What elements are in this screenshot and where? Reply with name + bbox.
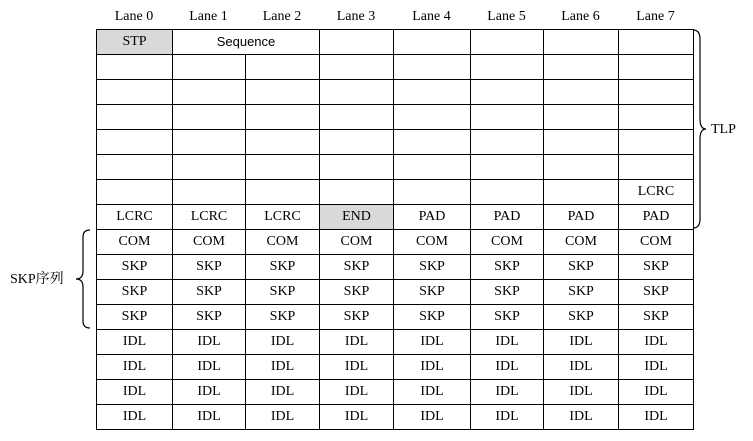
idl-cell: IDL bbox=[245, 354, 320, 380]
idl-cell: IDL bbox=[319, 329, 394, 355]
lane-header-5: Lane 5 bbox=[487, 9, 526, 24]
empty-cell bbox=[470, 129, 544, 155]
skp-cell: SKP bbox=[245, 304, 320, 330]
skp-cell: SKP bbox=[470, 254, 544, 280]
skp-cell: SKP bbox=[618, 304, 694, 330]
skp-cell: SKP bbox=[470, 304, 544, 330]
idl-cell: IDL bbox=[319, 354, 394, 380]
idl-cell: IDL bbox=[618, 329, 694, 355]
lane-header-7: Lane 7 bbox=[636, 9, 675, 24]
lane-header-6: Lane 6 bbox=[561, 9, 600, 24]
empty-cell bbox=[393, 154, 471, 180]
skp-cell: SKP bbox=[543, 254, 619, 280]
idl-cell: IDL bbox=[245, 379, 320, 405]
tlp-end-cell: END bbox=[319, 204, 394, 230]
lane-header-3: Lane 3 bbox=[336, 9, 376, 24]
empty-cell bbox=[393, 179, 471, 205]
idl-cell: IDL bbox=[245, 329, 320, 355]
idl-cell: IDL bbox=[96, 404, 173, 430]
idl-cell: IDL bbox=[172, 329, 246, 355]
idl-cell: IDL bbox=[319, 404, 394, 430]
empty-cell bbox=[618, 54, 694, 80]
skp-cell: SKP bbox=[319, 254, 394, 280]
skp-cell: SKP bbox=[393, 254, 471, 280]
skp-cell: SKP bbox=[96, 254, 173, 280]
idl-cell: IDL bbox=[543, 354, 619, 380]
empty-cell bbox=[618, 104, 694, 130]
empty-cell bbox=[543, 104, 619, 130]
com-cell: COM bbox=[319, 229, 394, 255]
empty-cell bbox=[245, 179, 320, 205]
empty-cell bbox=[543, 179, 619, 205]
idl-cell: IDL bbox=[96, 379, 173, 405]
empty-cell bbox=[470, 179, 544, 205]
idl-cell: IDL bbox=[172, 404, 246, 430]
tlp-end-cell: PAD bbox=[393, 204, 471, 230]
skp-cell: SKP bbox=[543, 304, 619, 330]
skp-cell: SKP bbox=[96, 279, 173, 305]
empty-cell bbox=[319, 29, 394, 55]
empty-cell bbox=[172, 129, 246, 155]
empty-cell bbox=[172, 179, 246, 205]
empty-cell bbox=[618, 129, 694, 155]
empty-cell bbox=[96, 79, 173, 105]
empty-cell bbox=[96, 104, 173, 130]
empty-cell bbox=[96, 129, 173, 155]
idl-cell: IDL bbox=[393, 329, 471, 355]
idl-cell: IDL bbox=[393, 354, 471, 380]
empty-cell bbox=[172, 54, 246, 80]
idl-cell: IDL bbox=[543, 329, 619, 355]
empty-cell bbox=[172, 154, 246, 180]
empty-cell bbox=[543, 29, 619, 55]
empty-cell bbox=[393, 79, 471, 105]
empty-cell bbox=[319, 79, 394, 105]
skp-cell: SKP bbox=[245, 254, 320, 280]
empty-cell bbox=[393, 54, 471, 80]
empty-cell bbox=[245, 79, 320, 105]
skp-cell: SKP bbox=[470, 279, 544, 305]
empty-cell bbox=[172, 104, 246, 130]
tlp-end-cell: PAD bbox=[470, 204, 544, 230]
tlp-end-cell: LCRC bbox=[172, 204, 246, 230]
idl-cell: IDL bbox=[96, 354, 173, 380]
empty-cell bbox=[319, 179, 394, 205]
com-cell: COM bbox=[172, 229, 246, 255]
empty-cell bbox=[245, 154, 320, 180]
lane-header-1: Lane 1 bbox=[189, 9, 228, 24]
empty-cell bbox=[393, 104, 471, 130]
empty-cell bbox=[543, 129, 619, 155]
skp-cell: SKP bbox=[618, 279, 694, 305]
skp-cell: SKP bbox=[245, 279, 320, 305]
empty-cell bbox=[393, 129, 471, 155]
idl-cell: IDL bbox=[245, 404, 320, 430]
tlp-label: TLP bbox=[711, 122, 736, 137]
idl-cell: IDL bbox=[393, 404, 471, 430]
lane-header-4: Lane 4 bbox=[412, 9, 451, 24]
empty-cell bbox=[319, 129, 394, 155]
skp-label: SKP序列 bbox=[10, 272, 64, 287]
com-cell: COM bbox=[543, 229, 619, 255]
tlp-end-cell: PAD bbox=[543, 204, 619, 230]
skp-cell: SKP bbox=[172, 304, 246, 330]
idl-cell: IDL bbox=[470, 329, 544, 355]
idl-cell: IDL bbox=[470, 404, 544, 430]
empty-cell bbox=[96, 179, 173, 205]
lane-header-0: Lane 0 bbox=[114, 9, 154, 24]
idl-cell: IDL bbox=[96, 329, 173, 355]
empty-cell bbox=[245, 54, 320, 80]
idl-cell: IDL bbox=[543, 379, 619, 405]
com-cell: COM bbox=[470, 229, 544, 255]
skp-cell: SKP bbox=[319, 304, 394, 330]
com-cell: COM bbox=[245, 229, 320, 255]
tlp-brace bbox=[692, 29, 708, 229]
skp-cell: SKP bbox=[543, 279, 619, 305]
lane-grid bbox=[96, 29, 693, 429]
empty-cell bbox=[470, 54, 544, 80]
skp-cell: SKP bbox=[393, 304, 471, 330]
sequence-cell: Sequence bbox=[172, 29, 320, 55]
empty-cell bbox=[245, 104, 320, 130]
empty-cell bbox=[319, 154, 394, 180]
empty-cell bbox=[470, 104, 544, 130]
skp-cell: SKP bbox=[393, 279, 471, 305]
empty-cell bbox=[618, 154, 694, 180]
tlp-end-cell: PAD bbox=[618, 204, 694, 230]
com-cell: COM bbox=[96, 229, 173, 255]
empty-cell bbox=[96, 54, 173, 80]
idl-cell: IDL bbox=[393, 379, 471, 405]
empty-cell bbox=[543, 79, 619, 105]
skp-cell: SKP bbox=[172, 279, 246, 305]
idl-cell: IDL bbox=[470, 379, 544, 405]
idl-cell: IDL bbox=[618, 379, 694, 405]
idl-cell: IDL bbox=[470, 354, 544, 380]
empty-cell bbox=[543, 154, 619, 180]
lcrc-cell: LCRC bbox=[618, 179, 694, 205]
com-cell: COM bbox=[393, 229, 471, 255]
empty-cell bbox=[319, 104, 394, 130]
lane-header-2: Lane 2 bbox=[262, 9, 302, 24]
tlp-end-cell: LCRC bbox=[96, 204, 173, 230]
empty-cell bbox=[393, 29, 471, 55]
tlp-end-cell: LCRC bbox=[245, 204, 320, 230]
com-cell: COM bbox=[618, 229, 694, 255]
idl-cell: IDL bbox=[543, 404, 619, 430]
skp-brace bbox=[75, 229, 91, 329]
empty-cell bbox=[470, 154, 544, 180]
idl-cell: IDL bbox=[618, 354, 694, 380]
empty-cell bbox=[618, 29, 694, 55]
skp-cell: SKP bbox=[172, 254, 246, 280]
stp-cell: STP bbox=[96, 29, 173, 55]
empty-cell bbox=[470, 79, 544, 105]
empty-cell bbox=[245, 129, 320, 155]
skp-cell: SKP bbox=[319, 279, 394, 305]
empty-cell bbox=[96, 154, 173, 180]
empty-cell bbox=[543, 54, 619, 80]
empty-cell bbox=[319, 54, 394, 80]
idl-cell: IDL bbox=[172, 379, 246, 405]
empty-cell bbox=[470, 29, 544, 55]
empty-cell bbox=[172, 79, 246, 105]
idl-cell: IDL bbox=[172, 354, 246, 380]
idl-cell: IDL bbox=[618, 404, 694, 430]
skp-cell: SKP bbox=[618, 254, 694, 280]
empty-cell bbox=[618, 79, 694, 105]
skp-cell: SKP bbox=[96, 304, 173, 330]
idl-cell: IDL bbox=[319, 379, 394, 405]
